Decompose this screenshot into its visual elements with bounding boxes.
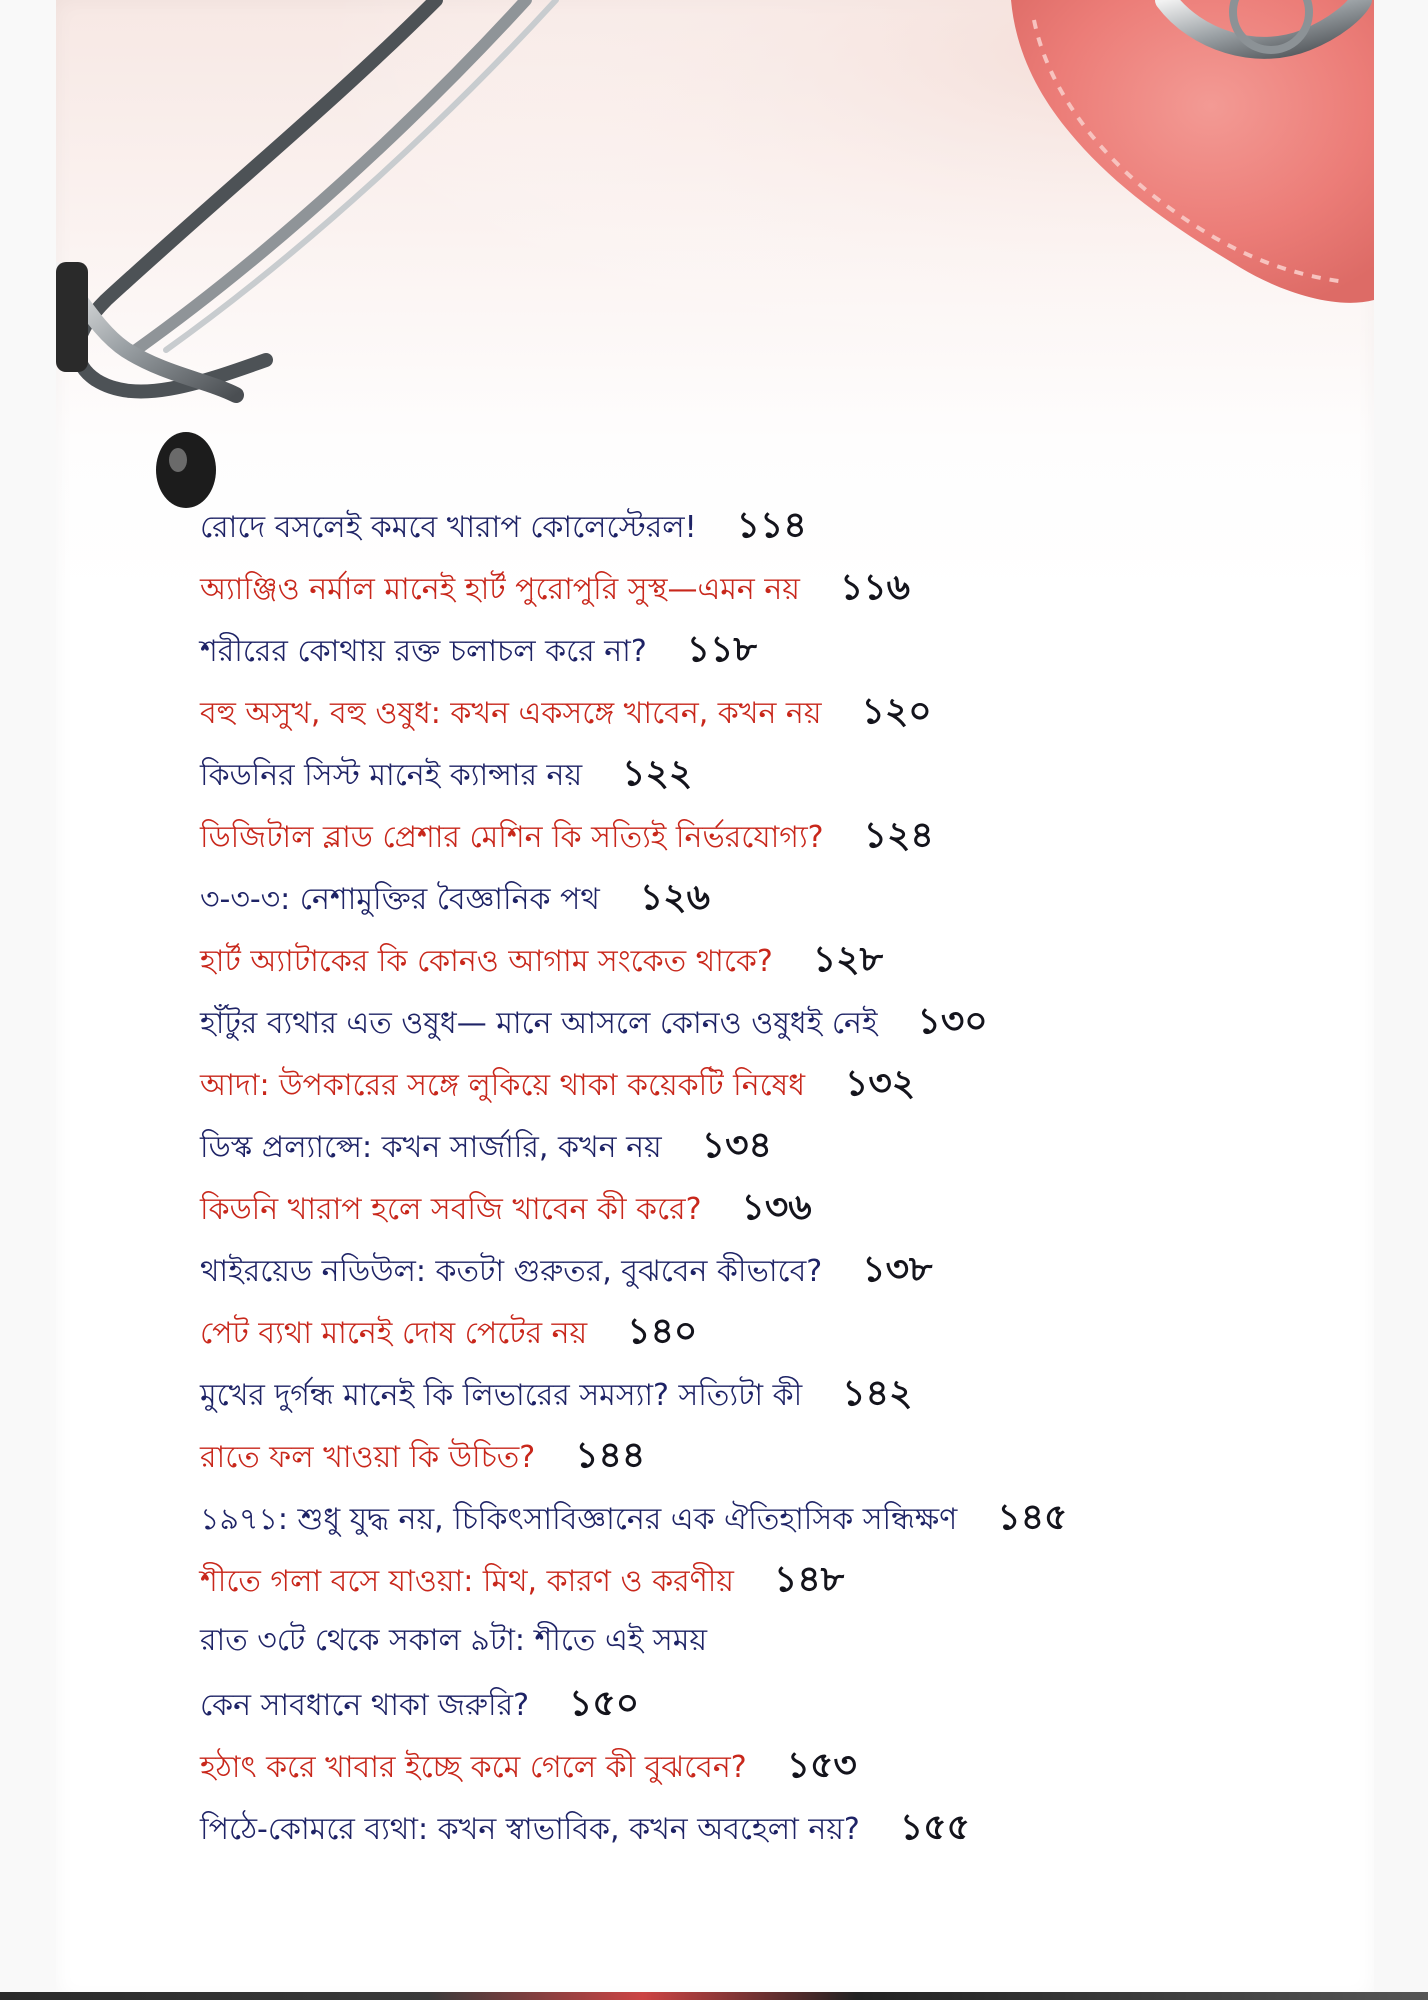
toc-entry-title: ডিস্ক প্রল্যাপ্সে: কখন সার্জারি, কখন নয়	[200, 1130, 662, 1165]
toc-entry-title: রাতে ফল খাওয়া কি উচিত?	[200, 1440, 536, 1475]
toc-entry-title: রোদে বসলেই কমবে খারাপ কোলেস্টেরল!	[200, 510, 697, 545]
toc-entry-title: হার্ট অ্যাটাকের কি কোনও আগাম সংকেত থাকে?	[200, 944, 773, 979]
toc-entry-page-number: ১২৬	[639, 876, 710, 918]
toc-entry	[200, 1424, 1320, 1486]
toc-entry-page-number: ১৩৮	[862, 1248, 933, 1290]
toc-entry-title: বহু অসুখ, বহু ওষুধ: কখন একসঙ্গে খাবেন, কখন নয়	[200, 696, 822, 731]
toc-entry-title: মুখের দুর্গন্ধ মানেই কি লিভারের সমস্যা? সত্যিটা কী	[200, 1378, 803, 1413]
toc-entry	[200, 1114, 1320, 1176]
toc-entry-title: হাঁটুর ব্যথার এত ওষুধ— মানে আসলে কোনও ওষুধই নেই	[200, 1006, 878, 1041]
toc-entry-page-number: ১৫৩	[786, 1744, 857, 1786]
toc-entry-title: রাত ৩টে থেকে সকাল ৯টা: শীতে এই সময়	[200, 1623, 708, 1658]
toc-entry	[200, 1052, 1320, 1114]
toc-entry-title: থাইরয়েড নডিউল: কতটা গুরুতর, বুঝবেন কীভাবে?	[200, 1254, 823, 1289]
toc-entry	[200, 742, 1320, 804]
toc-entry	[200, 804, 1320, 866]
toc-entry	[200, 928, 1320, 990]
toc-entry	[200, 990, 1320, 1052]
toc-entry-title: অ্যাঞ্জিও নর্মাল মানেই হার্ট পুরোপুরি সুস্থ—এমন নয়	[200, 572, 800, 607]
toc-entry-title: ৩-৩-৩: নেশামুক্তির বৈজ্ঞানিক পথ	[200, 882, 600, 917]
toc-entry	[200, 618, 1320, 680]
toc-entry	[200, 1610, 1320, 1672]
toc-entry	[200, 1176, 1320, 1238]
toc-entry	[200, 1362, 1320, 1424]
toc-entry	[200, 494, 1320, 556]
toc-entry-page-number: ১১৪	[736, 504, 807, 546]
toc-entry	[200, 680, 1320, 742]
toc-entry	[200, 1548, 1320, 1610]
toc-entry-page-number: ১১৬	[839, 566, 911, 608]
toc-entry-title: কিডনি খারাপ হলে সবজি খাবেন কী করে?	[200, 1192, 702, 1227]
toc-entry-title: শরীরের কোথায় রক্ত চলাচল করে না?	[200, 634, 647, 669]
page-bottom-edge	[0, 1992, 1428, 2000]
toc-entry	[200, 1796, 1320, 1858]
toc-entry-title: আদা: উপকারের সঙ্গে লুকিয়ে থাকা কয়েকটি নিষেধ	[200, 1068, 806, 1103]
toc-entry-page-number: ১৪৮	[773, 1558, 845, 1600]
toc-entry-page-number: ১৪৫	[997, 1496, 1068, 1538]
toc-entry-title: কেন সাবধানে থাকা জরুরি?	[200, 1688, 530, 1723]
toc-entry-page-number: ১৫০	[569, 1682, 640, 1724]
toc-entry-title: পিঠে-কোমরে ব্যথা: কখন স্বাভাবিক, কখন অবহেলা নয়?	[200, 1812, 860, 1847]
toc-entry-title: ডিজিটাল ব্লাড প্রেশার মেশিন কি সত্যিই নির্ভরযোগ্য?	[200, 820, 824, 855]
toc-entry-title: পেট ব্যথা মানেই দোষ পেটের নয়	[200, 1316, 588, 1351]
toc-entry-page-number: ১৪২	[842, 1372, 913, 1414]
toc-entry-page-number: ১২৮	[812, 938, 883, 980]
toc-entry-title: হঠাৎ করে খাবার ইচ্ছে কমে গেলে কী বুঝবেন?	[200, 1750, 747, 1785]
toc-entry-page-number: ১৪৪	[575, 1434, 646, 1476]
toc-entry-page-number: ১২০	[861, 690, 932, 732]
toc-entry-page-number: ১৪০	[627, 1310, 698, 1352]
toc-entry-page-number: ১৩৪	[701, 1124, 772, 1166]
toc-entry-page-number: ১৩৬	[741, 1186, 812, 1228]
toc-entry	[200, 1672, 1320, 1734]
toc-entry-page-number: ১৩০	[917, 1000, 988, 1042]
toc-entry	[200, 866, 1320, 928]
toc-entry	[200, 1238, 1320, 1300]
toc-entry	[200, 1486, 1320, 1548]
page-left-margin	[0, 0, 56, 2000]
toc-entry-page-number: ১২২	[622, 752, 693, 794]
toc-entry-title: ১৯৭১: শুধু যুদ্ধ নয়, চিকিৎসাবিজ্ঞানের এক ঐতিহাসিক সন্ধিক্ষণ	[200, 1502, 958, 1537]
toc-entry-page-number: ১১৮	[686, 628, 757, 670]
toc-entry-page-number: ১৫৫	[899, 1806, 970, 1848]
page-right-margin	[1374, 0, 1428, 2000]
toc-entry	[200, 1300, 1320, 1362]
header-illustration	[56, 0, 1374, 520]
toc-entry	[200, 556, 1320, 618]
toc-entry-page-number: ১৩২	[845, 1062, 916, 1104]
toc-entry	[200, 1734, 1320, 1796]
toc-entry-title: শীতে গলা বসে যাওয়া: মিথ, কারণ ও করণীয়	[200, 1564, 734, 1599]
toc-entry-page-number: ১২৪	[863, 814, 934, 856]
table-of-contents	[200, 494, 1320, 1858]
toc-entry-title: কিডনির সিস্ট মানেই ক্যান্সার নয়	[200, 758, 583, 793]
